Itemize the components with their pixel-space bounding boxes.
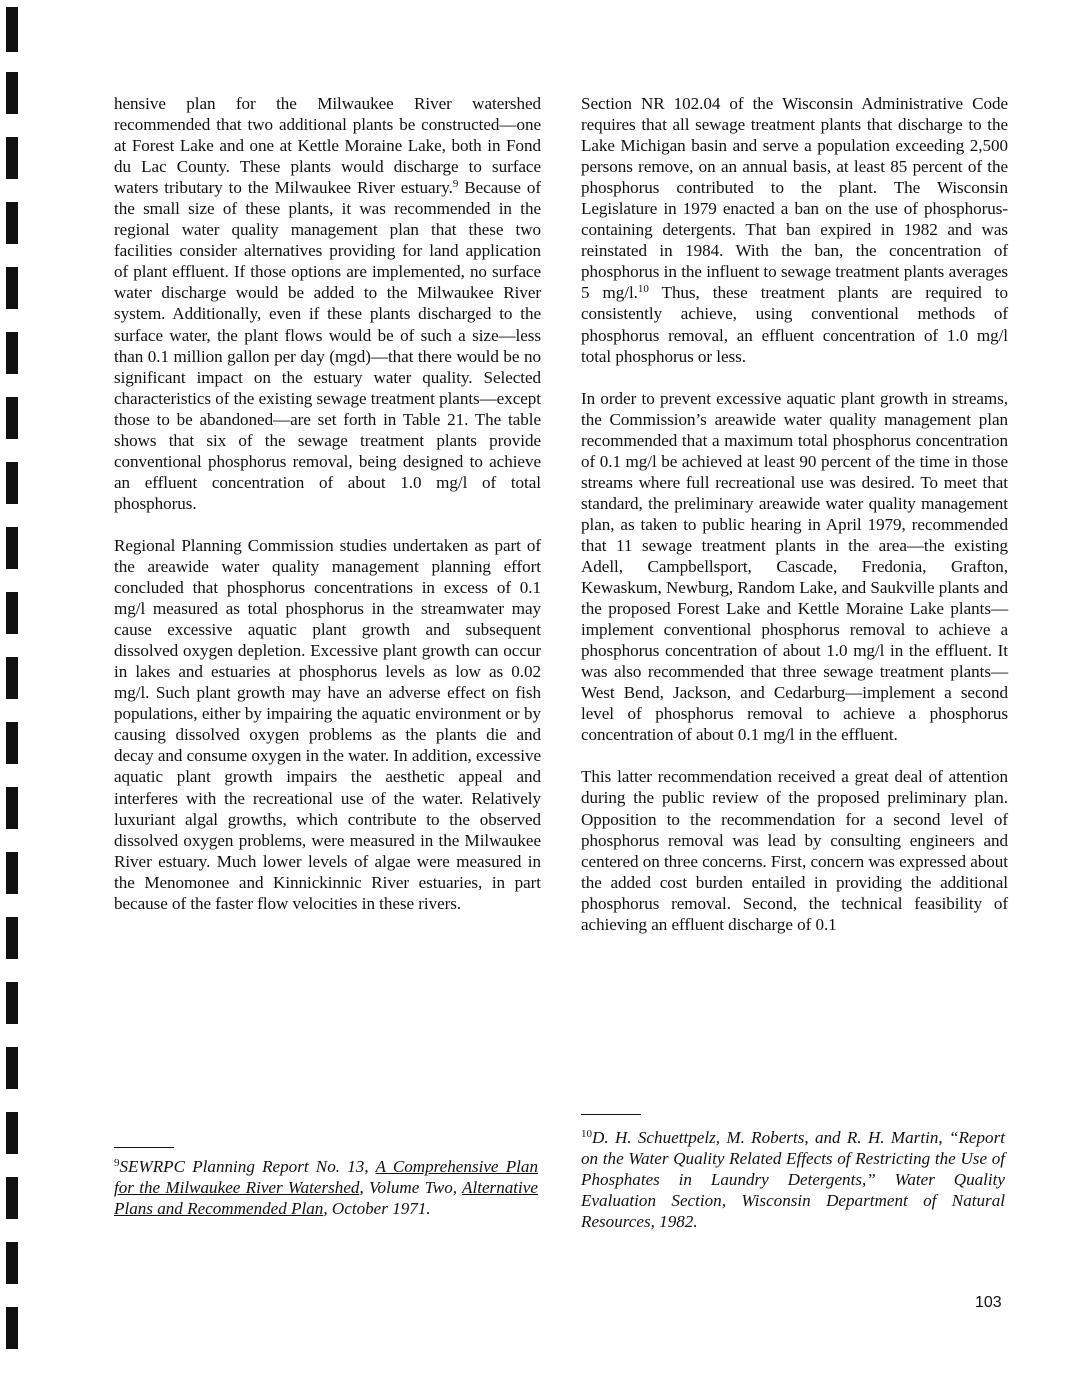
- binder-hole: [6, 137, 18, 179]
- right-column: [581, 93, 1008, 956]
- binder-hole: [6, 462, 18, 504]
- footnote-10: $^{10}$D. H. Schuettpelz, M. Roberts, and R. H. Martin, “Report on the Water Quality Related Effects of Restricting the Use of Phosphates in Laundry Detergents,” Water Quality Evaluation Section, Wisconsin Department of Natural Resources, 1982.: [581, 1128, 1005, 1232]
- binder-hole: [6, 397, 18, 439]
- footnote-rule: [114, 1147, 174, 1148]
- binder-hole: [6, 787, 18, 829]
- binder-hole: [6, 917, 18, 959]
- binder-hole: [6, 267, 18, 309]
- binder-hole: [6, 1307, 18, 1349]
- underlined-title: Alternative Plans and Recommended Plan: [114, 1178, 538, 1219]
- footnote-marker: 9: [452, 178, 459, 191]
- page-number: 103: [975, 1294, 1002, 1311]
- binder-hole: [6, 72, 18, 114]
- binder-hole: [6, 527, 18, 569]
- underlined-title: A Comprehensive Plan for the Milwaukee River Watershed: [114, 1157, 538, 1198]
- binder-hole: [6, 592, 18, 634]
- paragraph: In order to prevent excessive aquatic plant growth in streams, the Commission’s areawide water quality management plan recommended that a maximum total phosphorus concentration of 0.1 mg/l be achieved at least 90 percent of the time in those streams where full recreational use was desired. To meet that standard, the preliminary areawide water quality management plan, as taken to public hearing in April 1979, recommended that 11 sewage treatment plants in the area—the existing Adell, Campbellsport, Cascade, Fredonia, Grafton, Kewaskum, Newburg, Random Lake, and Saukville plants and the proposed Forest Lake and Kettle Moraine Lake plants—implement conventional phosphorus removal to achieve a phosphorus concentration of about 1.0 mg/l in the effluent. It was also recommended that three sewage treatment plants—West Bend, Jackson, and Cedarburg—implement a second level of phosphorus removal to achieve a phosphorus concentration of about 0.1 mg/l in the effluent.: [581, 388, 1008, 745]
- binder-hole: [6, 1177, 18, 1219]
- binder-hole: [6, 852, 18, 894]
- footnote-marker: 10: [637, 283, 649, 296]
- footnote-marker: 9: [114, 1157, 120, 1169]
- paragraph: Section NR 102.04 of the Wisconsin Administrative Code requires that all sewage treatment plants that discharge to the Lake Michigan basin and serve a population exceeding 2,500 persons remove, on an annual basis, at least 85 percent of the phosphorus contributed to the plant. The Wisconsin Legislature in 1979 enacted a ban on the use of phosphorus-containing detergents. That ban expired in 1982 and was reinstated in 1984. With the ban, the concentration of phosphorus in the influent to sewage treatment plants averages 5 mg/l.$^{10}$ Thus, these treatment plants are required to consistently achieve, using conventional methods of phosphorus removal, an effluent concentration of 1.0 mg/l total phosphorus or less.: [581, 94, 1008, 366]
- binder-hole: [6, 1047, 18, 1089]
- paragraph: Regional Planning Commission studies undertaken as part of the areawide water quality management planning effort concluded that phosphorus concentrations in excess of 0.1 mg/l measured as total phosphorus in the streamwater may cause excessive aquatic plant growth and subsequent dissolved oxygen depletion. Excessive plant growth can occur in lakes and estuaries at phosphorus levels as low as 0.02 mg/l. Such plant growth may have an adverse effect on fish populations, either by impairing the aquatic environment or by causing dissolved oxygen problems as the plants die and decay and consume oxygen in the water. In addition, excessive aquatic plant growth impairs the aesthetic appeal and interferes with the recreational use of the water. Relatively luxuriant algal growths, which contribute to the observed dissolved oxygen problems, were measured in the Milwaukee River estuary. Much lower levels of algae were measured in the Menomonee and Kinnickinnic River estuaries, in part because of the faster flow velocities in these rivers.: [114, 535, 541, 913]
- binder-hole: [6, 202, 18, 244]
- binder-hole: [6, 722, 18, 764]
- binder-hole: [6, 7, 18, 52]
- binder-hole: [6, 332, 18, 374]
- footnote-marker: 10: [581, 1128, 592, 1140]
- binder-hole: [6, 1112, 18, 1154]
- binder-hole: [6, 1242, 18, 1284]
- paragraph: This latter recommendation received a great deal of attention during the public review of the proposed preliminary plan. Opposition to the recommendation for a second level of phosphorus removal was lead by consulting engineers and centered on three concerns. First, concern was expressed about the added cost burden entailed in providing the additional phosphorus removal. Second, the technical feasibility of achieving an effluent discharge of 0.1: [581, 767, 1008, 934]
- binder-holes: [0, 0, 30, 1380]
- paragraph: hensive plan for the Milwaukee River watershed recommended that two additional plants be constructed—one at Forest Lake and one at Kettle Moraine Lake, both in Fond du Lac County. These plants would discharge to surface waters tributary to the Milwaukee River estuary.$^9$ Because of the small size of these plants, it was recommended in the regional water quality management plan that these two facilities consider alternatives providing for land application of plant effluent. If those options are implemented, no surface water discharge would be added to the Milwaukee River system. Additionally, even if these plants discharged to the surface water, the plant flows would be of such a size—less than 0.1 million gallon per day (mgd)—that there would be no significant impact on the estuary water quality. Selected characteristics of the existing sewage treatment plants—except those to be abandoned—are set forth in Table 21. The table shows that six of the sewage treatment plants provide conventional phosphorus removal, being designed to achieve an effluent concentration of about 1.0 mg/l of total phosphorus.: [114, 94, 541, 513]
- binder-hole: [6, 982, 18, 1024]
- binder-hole: [6, 657, 18, 699]
- footnote-9: $^9$SEWRPC Planning Report No. 13, A Comprehensive Plan for the Milwaukee River Watershed, Volume Two, Alternative Plans and Recommended Plan, October 1971.: [114, 1157, 538, 1219]
- footnote-rule: [581, 1114, 641, 1115]
- left-column: [114, 93, 541, 935]
